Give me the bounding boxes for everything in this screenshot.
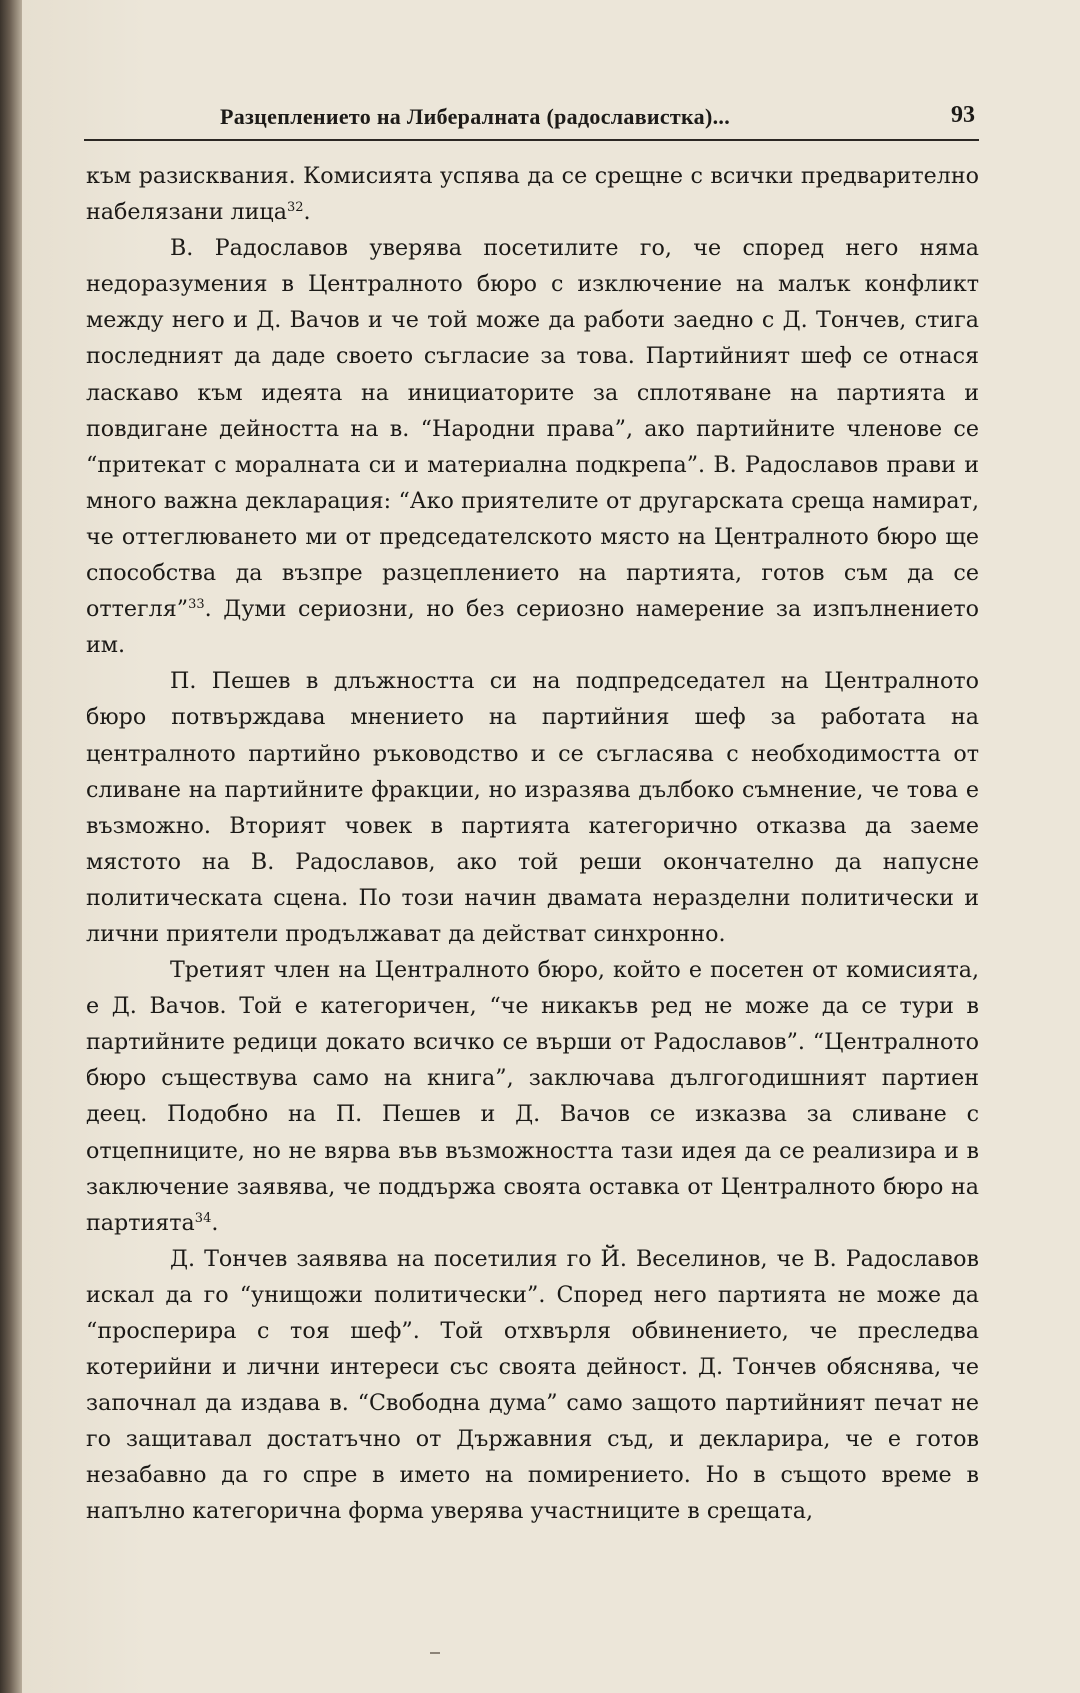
paragraph-4-tail: .	[211, 1209, 219, 1236]
paragraph-1-tail: .	[303, 199, 311, 226]
header-rule	[84, 139, 979, 141]
running-header	[220, 104, 975, 136]
footnote-ref-34: 34	[194, 1210, 212, 1226]
paragraph-1	[86, 158, 979, 230]
paragraph-4-text: Третият член на Централното бюро, който е посетен от комисията, е Д. Вачов. Той е категоричен, “че никакъв ред не може да се тури в партийните редици докато всичко се върши от Радославов”. “Централното бюро съществува само на книга”, заключава дългогодишният партиен деец. Подобно на П. Пешев и Д. Вачов се изказва за сливане с отцепниците, но не вярва във възможността тази идея да се реализира и в заключение заявява, че поддържа своята оставка от Централното бюро на партията	[86, 957, 979, 1236]
paragraph-2	[86, 230, 979, 663]
paragraph-3	[86, 663, 979, 952]
page-number: 93	[951, 102, 975, 128]
book-spine-shadow	[0, 0, 22, 1693]
paragraph-2-text: В. Радославов уверява посетилите го, че според него няма недоразумения в Централното бюро с изключение на малък конфликт между него и Д. Вачов и че той може да работи заедно с Д. Тончев, стига последният да даде своето съгласие за това. Партийният шеф се отнася ласкаво към идеята на инициаторите за сплотяване на партията и повдигане дейността на в. “Народни права”, ако партийните членове се “притекат с моралната си и материална подкрепа”. В. Радославов прави и много важна декларация: “Ако приятелите от другарската среща намират, че оттеглюването ми от председателското място на Централното бюро ще способства да възпре разцеплението на партията, готов съм да се оттегля”	[86, 235, 979, 623]
paragraph-4	[86, 952, 979, 1241]
footnote-ref-33: 33	[188, 597, 205, 613]
paragraph-3-text: П. Пешев в длъжността си на подпредседател на Централното бюро потвърждава мнението на партийния шеф за работата на централното партийно ръководство и се съгласява с необходимостта от сливане на партийните фракции, но изразява дълбоко съмнение, че това е възможно. Вторият човек в партията категорично отказва да заеме мястото на В. Радославов, ако той реши окончателно да напусне политическата сцена. По този начин двамата неразделни политически и лични приятели продължават да действат синхронно.	[86, 668, 979, 947]
paragraph-5	[86, 1241, 979, 1530]
paragraph-1-text: към разисквания. Комисията успява да се срещне с всички предварително набелязани лица	[86, 163, 979, 226]
running-title: Разцеплението на Либералната (радославистка)...	[220, 104, 731, 129]
body-text	[86, 158, 979, 1530]
paragraph-2-tail: . Думи сериозни, но без сериозно намерение за изпълнението им.	[86, 596, 979, 659]
paper-speck	[430, 1652, 440, 1654]
footnote-ref-32: 32	[286, 200, 304, 216]
paragraph-5-text: Д. Тончев заявява на посетилия го Й. Веселинов, че В. Радославов искал да го “унищожи политически”. Според него партията не може да “просперира с тоя шеф”. Той отхвърля обвинението, че преследва котерийни и лични интереси със своята дейност. Д. Тончев обяснява, че започнал да издава в. “Свободна дума” само защото партийният печат не го защитавал достатъчно от Държавния съд, и декларира, че е готов незабавно да го спре в името на помирението. Но в същото време в напълно категорична форма уверява участниците в срещата,	[86, 1245, 979, 1525]
